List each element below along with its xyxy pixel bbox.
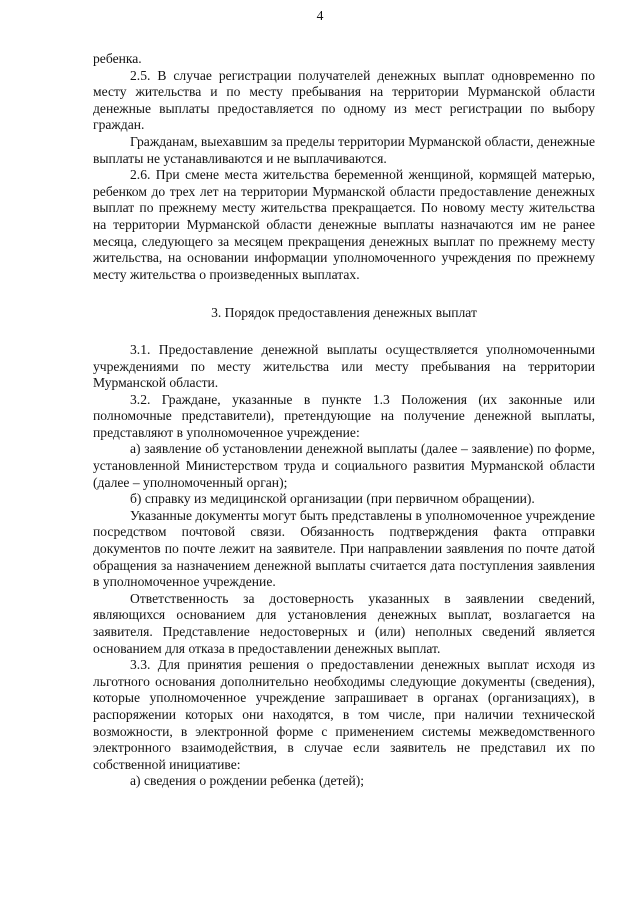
list-item: а) сведения о рождении ребенка (детей); [130,773,365,789]
paragraph: 3.2. Граждане, указанные в пункте 1.3 Положения (их законные или полномочные представители), претендующие на получение денежной выплаты, представляют в уполномоченное учреждение: [93,391,595,440]
paragraph: 2.6. При смене места жительства беременной женщиной, кормящей матерью, ребенком до трех лет на территории Мурманской области предоставление денежных выплат по прежнему месту жительства прекращается. По новому месту жительства на территории Мурманской области денежные выплаты назначаются им не ранее месяца, следующего за месяцем прекращения денежных выплат по прежнему месту жительства, на основании информации уполномоченного учреждения по прежнему месту жительства о произведенных выплатах. [93,167,595,282]
paragraph: Ответственность за достоверность указанных в заявлении сведений, являющихся основанием для установления денежных выплат, возлагается на заявителя. Представление недостоверных и (или) неполных сведений является основанием для отказа в предоставлении денежных выплат. [93,590,595,656]
section-heading: 3. Порядок предоставления денежных выплат [211,305,477,321]
document-body [93,51,595,790]
paragraph: Гражданам, выехавшим за пределы территории Мурманской области, денежные выплаты не устанавливаются и не выплачиваются. [93,133,595,166]
page-number: 4 [316,8,324,23]
list-item: б) справку из медицинской организации (при первичном обращении). [130,491,535,507]
list-item: а) заявление об установлении денежной выплаты (далее – заявление) по форме, установленной Министерством труда и социального развития Мурманской области (далее – уполномоченный орган); [93,441,595,490]
paragraph: 3.3. Для принятия решения о предоставлении денежных выплат исходя из льготного основания дополнительно необходимы следующие документы (сведения), которые уполномоченное учреждение запрашивает в органах (организациях), в распоряжении которых они находятся, в том числе, при наличии технической возможности, в электронной форме с применением системы межведомственного электронного взаимодействия, в случае если заявитель не представил их по собственной инициативе: [93,657,595,772]
paragraph: 2.5. В случае регистрации получателей денежных выплат одновременно по месту жительства и по месту пребывания на территории Мурманской области денежные выплаты предоставляется по одному из мест регистрации по выбору граждан. [93,67,595,133]
paragraph: Указанные документы могут быть представлены в уполномоченное учреждение посредством почтовой связи. Обязанность подтверждения факта отправки документов по почте лежит на заявителе. При направлении заявления по почте датой обращения за назначением денежной выплаты считается дата поступления заявления в уполномоченное учреждение. [93,507,595,590]
paragraph: ребенка. [93,51,142,66]
paragraph: 3.1. Предоставление денежной выплаты осуществляется уполномоченными учреждениями по месту жительства или месту пребывания на территории Мурманской области. [93,341,595,391]
